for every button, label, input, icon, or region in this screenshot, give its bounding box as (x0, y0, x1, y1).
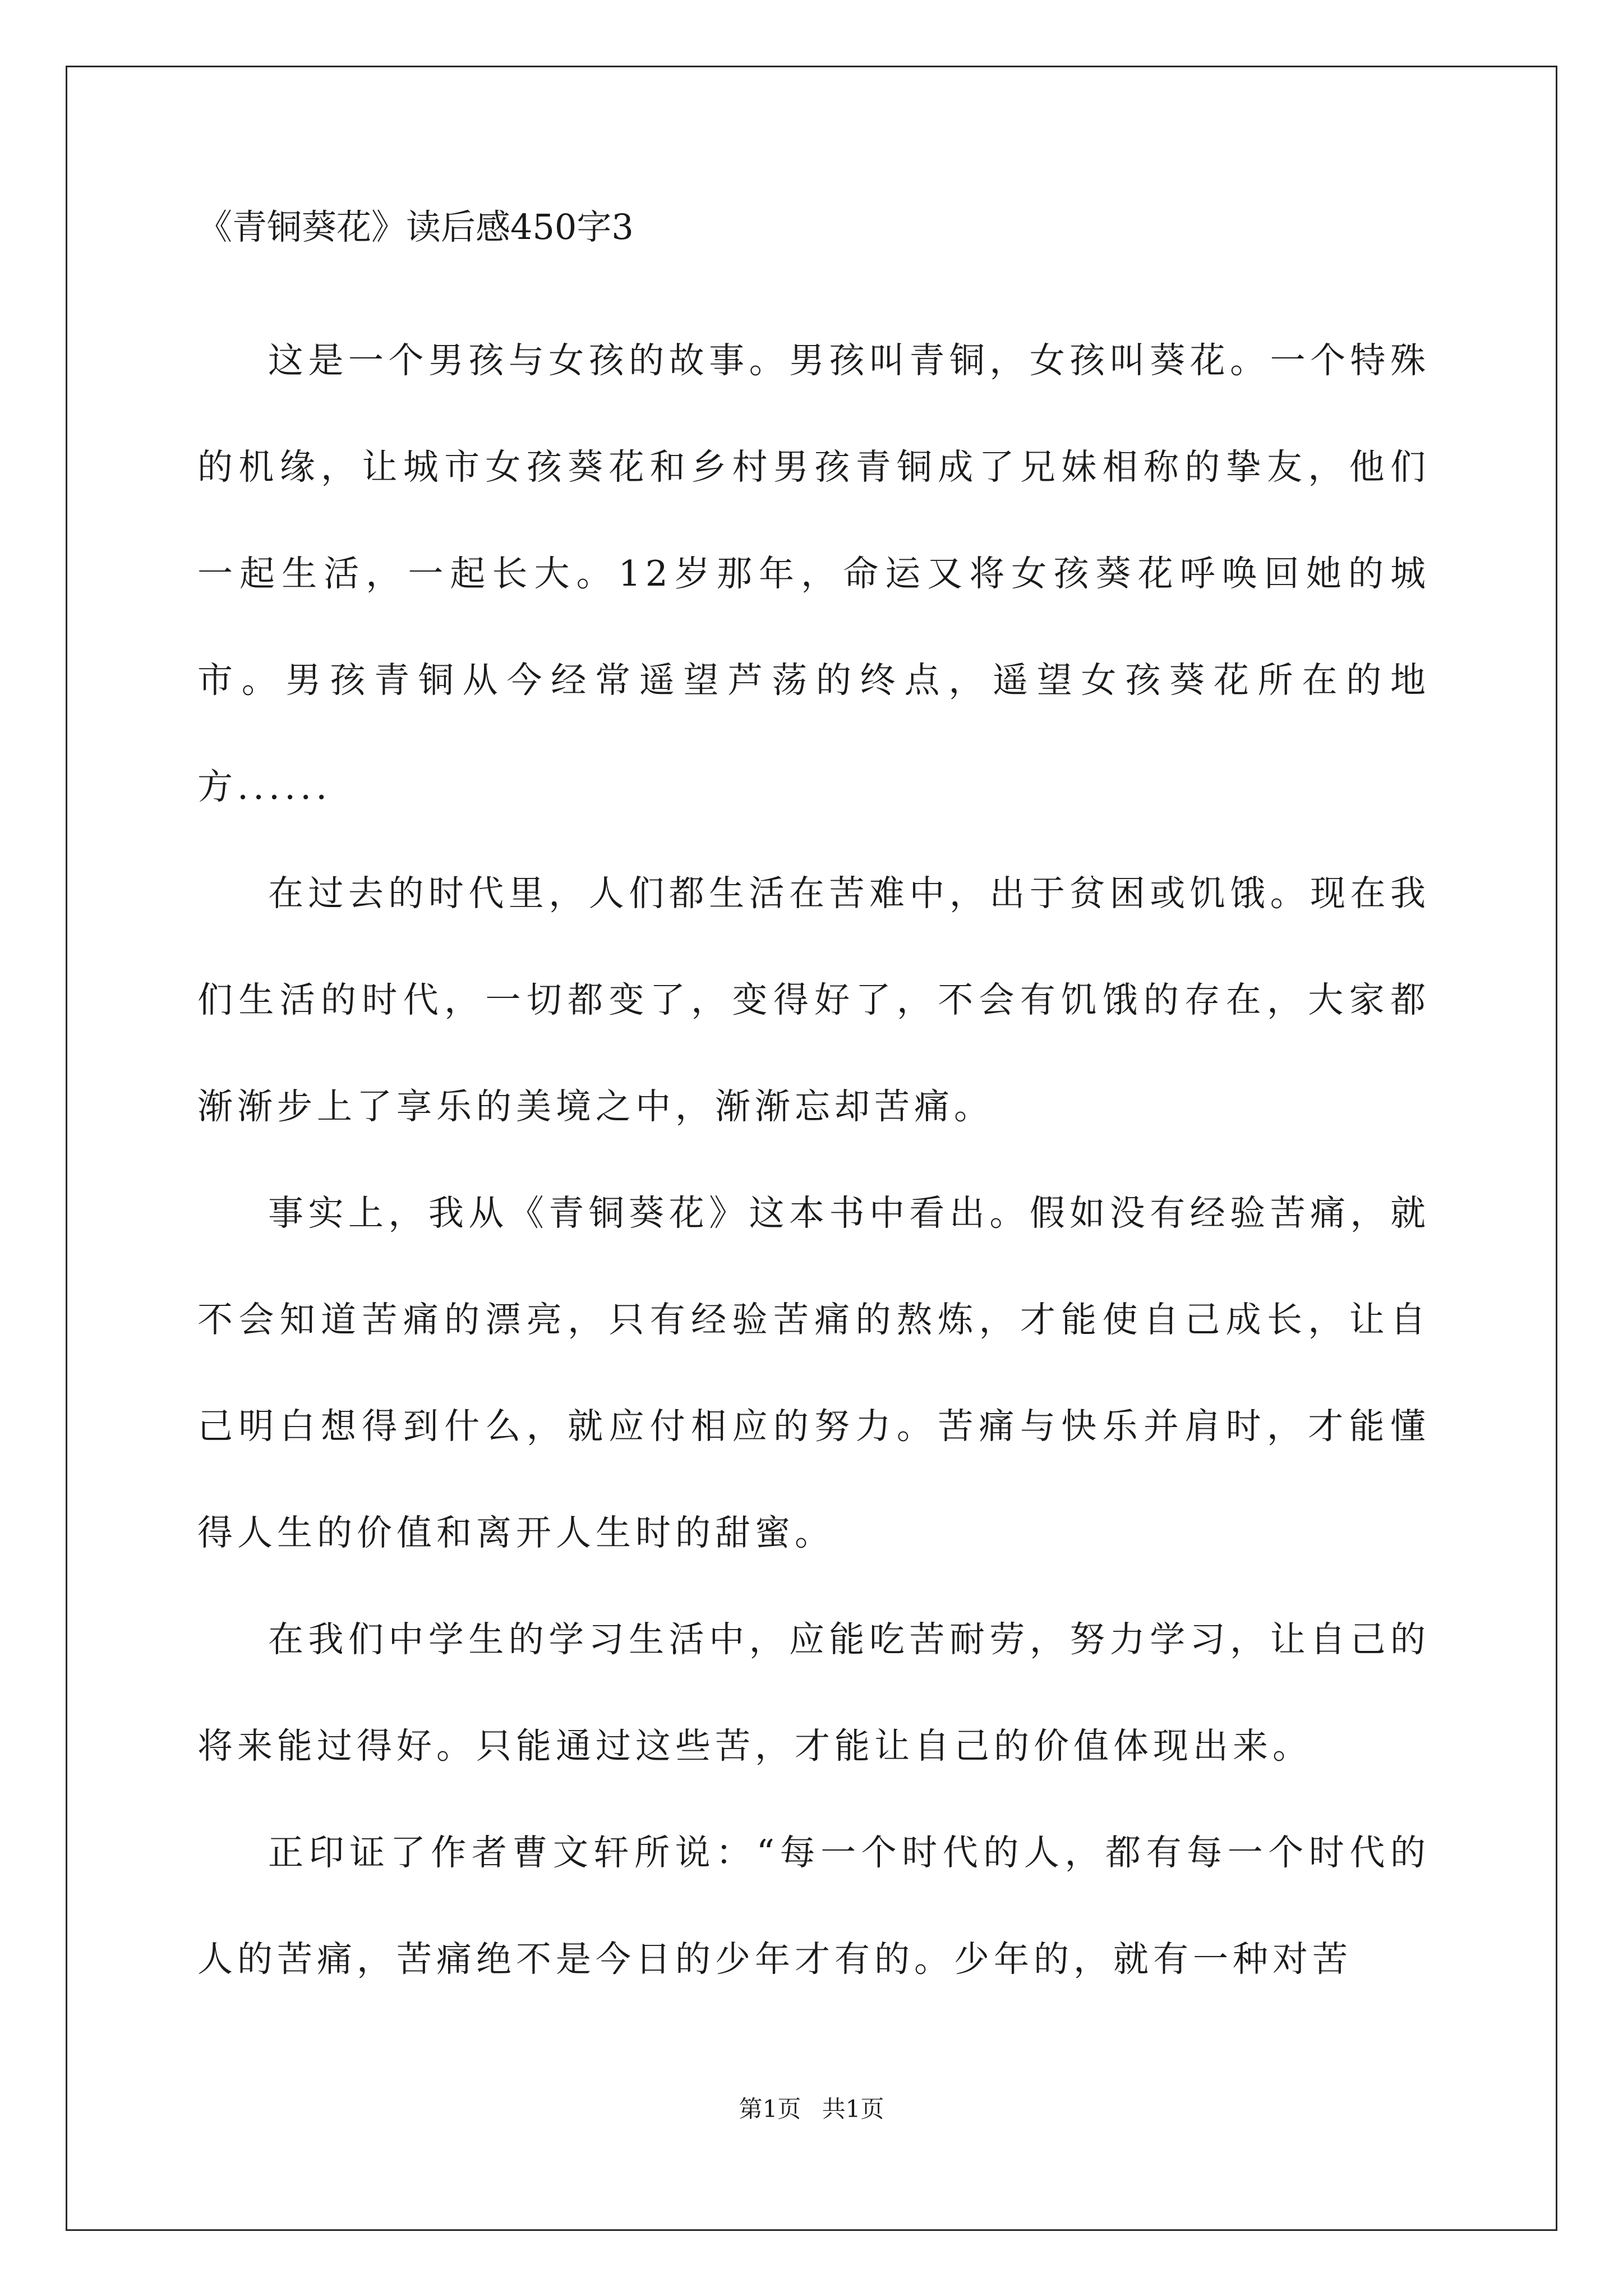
paragraph-1: 这是一个男孩与女孩的故事。男孩叫青铜，女孩叫葵花。一个特殊的机缘，让城市女孩葵花和乡村男孩青铜成了兄妹相称的挚友，他们一起生活，一起长大。12岁那年，命运又将女孩葵花呼唤回她的城市。男孩青铜从今经常遥望芦荡的终点，遥望女孩葵花所在的地方...... (197, 340, 1430, 807)
paragraph-4: 在我们中学生的学习生活中，应能吃苦耐劳，努力学习，让自己的将来能过得好。只能通过这些苦，才能让自己的价值体现出来。 (197, 1619, 1430, 1766)
document-title: 《青铜葵花》读后感450字3 (197, 206, 634, 247)
page-total: 共1页 (822, 2095, 884, 2123)
paragraph-2: 在过去的时代里，人们都生活在苦难中，出于贫困或饥饿。现在我们生活的时代，一切都变了，变得好了，不会有饥饿的存在，大家都渐渐步上了享乐的美境之中，渐渐忘却苦痛。 (197, 873, 1430, 1127)
page-footer (0, 2095, 1623, 2123)
body-text (197, 307, 1430, 2013)
paragraph-5: 正印证了作者曹文轩所说：“每一个时代的人，都有每一个时代的人的苦痛，苦痛绝不是今日的少年才有的。少年的，就有一种对苦 (197, 1832, 1430, 1980)
document-body (197, 202, 1430, 2013)
page-number: 第1页 (739, 2095, 801, 2123)
paragraph-3: 事实上，我从《青铜葵花》这本书中看出。假如没有经验苦痛，就不会知道苦痛的漂亮，只有经验苦痛的熬炼，才能使自己成长，让自己明白想得到什么，就应付相应的努力。苦痛与快乐并肩时，才能懂得人生的价值和离开人生时的甜蜜。 (197, 1193, 1430, 1553)
